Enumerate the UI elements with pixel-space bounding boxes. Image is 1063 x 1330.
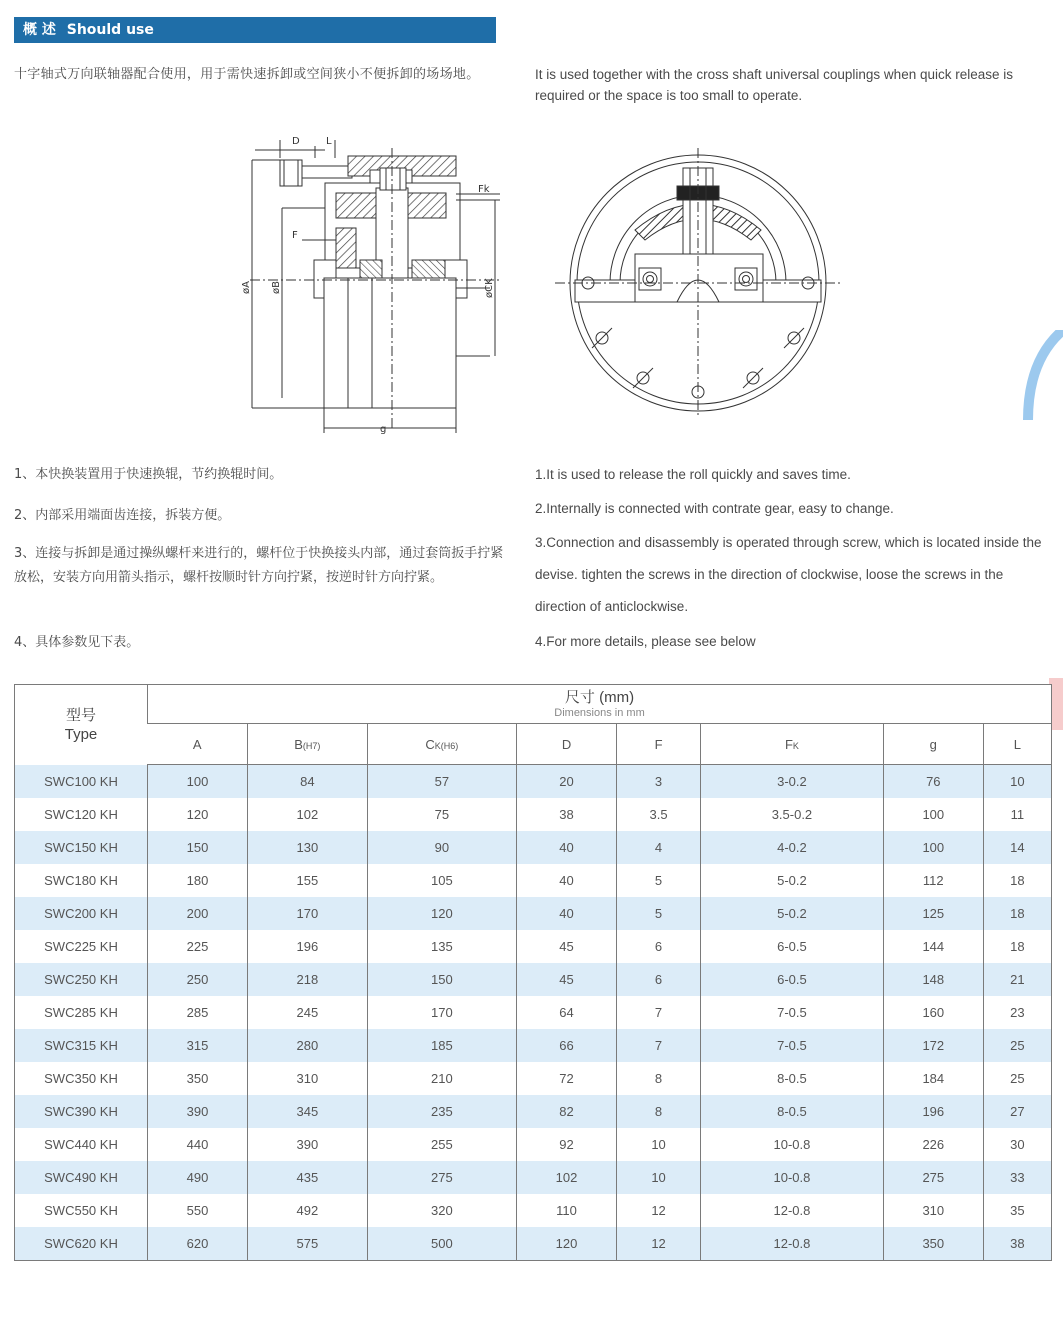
label-phiB: øB <box>271 281 282 294</box>
table-cell: 4 <box>617 831 701 864</box>
point-en-1: 1.It is used to release the roll quickly and saves time. <box>535 467 851 482</box>
table-cell: 76 <box>883 765 983 799</box>
column-header <box>248 724 368 765</box>
table-row <box>15 930 1052 963</box>
label-F: F <box>292 230 298 241</box>
table-cell: 10 <box>617 1128 701 1161</box>
table-cell: 84 <box>248 765 368 799</box>
table-row <box>15 1029 1052 1062</box>
table-cell: 8 <box>617 1095 701 1128</box>
label-phiCK: øCK <box>484 278 495 298</box>
table-cell: 82 <box>517 1095 617 1128</box>
table-cell: 40 <box>517 864 617 897</box>
table-cell: 500 <box>367 1227 516 1261</box>
table-row <box>15 1128 1052 1161</box>
intro-en: It is used together with the cross shaft universal couplings when quick release is required or the space is too small to operate. <box>535 67 1013 103</box>
table-cell: 180 <box>148 864 248 897</box>
table-cell: 7-0.5 <box>701 996 884 1029</box>
table-cell: 3 <box>617 765 701 799</box>
table-cell: 90 <box>367 831 516 864</box>
column-header <box>883 724 983 765</box>
column-header-main: C <box>425 736 435 752</box>
header-type <box>15 685 148 765</box>
table-cell: 170 <box>367 996 516 1029</box>
intro-cn: 十字轴式万向联轴器配合使用，用于需快速拆卸或空间狭小不便拆卸的场场地。 <box>14 67 480 82</box>
table-cell: 8 <box>617 1062 701 1095</box>
table-cell: 226 <box>883 1128 983 1161</box>
table-cell: 196 <box>248 930 368 963</box>
table-cell: 196 <box>883 1095 983 1128</box>
table-cell: 6 <box>617 930 701 963</box>
table-cell: 25 <box>983 1029 1051 1062</box>
point-cn-3: 3、连接与拆卸是通过操纵螺杆来进行的，螺杆位于快换接头内部，通过套筒扳手拧紧放松，安装方向用箭头指示，螺杆按顺时针方向拧紧，按逆时针方向拧紧。 <box>14 546 504 585</box>
table-cell: 12-0.8 <box>701 1194 884 1227</box>
table-cell: 105 <box>367 864 516 897</box>
table-cell: 92 <box>517 1128 617 1161</box>
table-cell-type: SWC490 KH <box>15 1161 148 1194</box>
table-cell: 18 <box>983 864 1051 897</box>
table-row <box>15 996 1052 1029</box>
table-cell: 18 <box>983 930 1051 963</box>
table-cell: 235 <box>367 1095 516 1128</box>
table-cell: 155 <box>248 864 368 897</box>
table-cell: 5-0.2 <box>701 864 884 897</box>
table-cell: 45 <box>517 930 617 963</box>
table-cell: 135 <box>367 930 516 963</box>
table-row <box>15 1227 1052 1261</box>
table-row <box>15 1062 1052 1095</box>
table-cell: 100 <box>883 798 983 831</box>
table-cell: 345 <box>248 1095 368 1128</box>
table-cell: 315 <box>148 1029 248 1062</box>
table-cell: 30 <box>983 1128 1051 1161</box>
table-cell: 100 <box>148 765 248 799</box>
point-cn-2: 2、内部采用端面齿连接，拆装方便。 <box>14 508 231 523</box>
end-view-drawing <box>555 148 845 418</box>
header-type-cn: 型号 <box>65 706 96 724</box>
column-header <box>983 724 1051 765</box>
table-cell: 310 <box>883 1194 983 1227</box>
table-cell-type: SWC120 KH <box>15 798 148 831</box>
table-cell-type: SWC315 KH <box>15 1029 148 1062</box>
table-cell: 6-0.5 <box>701 963 884 996</box>
table-cell: 3.5 <box>617 798 701 831</box>
column-header-main: L <box>1013 736 1022 752</box>
table-cell: 38 <box>983 1227 1051 1261</box>
table-cell: 440 <box>148 1128 248 1161</box>
table-cell: 120 <box>367 897 516 930</box>
section-header-bar <box>14 17 496 43</box>
table-cell: 120 <box>517 1227 617 1261</box>
table-cell: 5 <box>617 864 701 897</box>
section-title-cn: 概 述 <box>23 22 56 38</box>
table-cell: 320 <box>367 1194 516 1227</box>
table-cell: 210 <box>367 1062 516 1095</box>
column-header <box>617 724 701 765</box>
label-g: g <box>380 424 387 435</box>
table-cell: 255 <box>367 1128 516 1161</box>
header-dimensions <box>148 685 1052 724</box>
table-cell: 21 <box>983 963 1051 996</box>
table-cell-type: SWC620 KH <box>15 1227 148 1261</box>
table-cell-type: SWC550 KH <box>15 1194 148 1227</box>
table-cell: 172 <box>883 1029 983 1062</box>
table-cell: 275 <box>883 1161 983 1194</box>
table-cell: 10 <box>617 1161 701 1194</box>
table-cell: 8-0.5 <box>701 1095 884 1128</box>
table-cell: 8-0.5 <box>701 1062 884 1095</box>
table-cell: 14 <box>983 831 1051 864</box>
header-type-en: Type <box>64 725 98 743</box>
table-cell: 144 <box>883 930 983 963</box>
table-row <box>15 1161 1052 1194</box>
column-header-main: F <box>654 736 663 752</box>
table-cell: 10-0.8 <box>701 1128 884 1161</box>
table-cell: 150 <box>148 831 248 864</box>
table-cell-type: SWC440 KH <box>15 1128 148 1161</box>
table-cell: 492 <box>248 1194 368 1227</box>
section-title-en: Should use <box>66 22 154 38</box>
table-cell: 250 <box>148 963 248 996</box>
table-row <box>15 864 1052 897</box>
table-cell-type: SWC180 KH <box>15 864 148 897</box>
table-cell: 27 <box>983 1095 1051 1128</box>
table-cell: 38 <box>517 798 617 831</box>
table-cell: 64 <box>517 996 617 1029</box>
table-cell: 7 <box>617 996 701 1029</box>
table-cell: 620 <box>148 1227 248 1261</box>
table-cell: 130 <box>248 831 368 864</box>
table-cell: 4-0.2 <box>701 831 884 864</box>
table-cell: 550 <box>148 1194 248 1227</box>
column-header-main: B <box>294 736 303 752</box>
table-cell: 435 <box>248 1161 368 1194</box>
column-header-main: A <box>192 736 202 752</box>
table-cell: 12 <box>617 1227 701 1261</box>
column-header-sub: K <box>792 740 799 751</box>
table-cell: 350 <box>148 1062 248 1095</box>
label-L: L <box>326 136 332 147</box>
table-cell: 148 <box>883 963 983 996</box>
table-cell: 18 <box>983 897 1051 930</box>
table-cell: 160 <box>883 996 983 1029</box>
table-cell: 120 <box>148 798 248 831</box>
table-cell: 575 <box>248 1227 368 1261</box>
label-Fk: Fk <box>478 184 490 195</box>
table-cell: 11 <box>983 798 1051 831</box>
table-cell: 5-0.2 <box>701 897 884 930</box>
column-header <box>701 724 884 765</box>
table-cell: 390 <box>248 1128 368 1161</box>
table-cell: 218 <box>248 963 368 996</box>
table-cell: 150 <box>367 963 516 996</box>
point-cn-1: 1、本快换装置用于快速换辊，节约换辊时间。 <box>14 467 283 482</box>
header-dims-en: Dimensions in mm <box>554 706 645 719</box>
table-cell: 6 <box>617 963 701 996</box>
table-cell: 102 <box>517 1161 617 1194</box>
table-cell: 490 <box>148 1161 248 1194</box>
table-cell: 185 <box>367 1029 516 1062</box>
table-cell: 275 <box>367 1161 516 1194</box>
column-header-main: g <box>929 736 937 752</box>
table-cell: 3-0.2 <box>701 765 884 799</box>
table-cell: 33 <box>983 1161 1051 1194</box>
table-cell: 170 <box>248 897 368 930</box>
table-cell: 72 <box>517 1062 617 1095</box>
table-cell: 184 <box>883 1062 983 1095</box>
table-cell: 40 <box>517 831 617 864</box>
table-cell: 245 <box>248 996 368 1029</box>
table-cell: 40 <box>517 897 617 930</box>
column-header-main: D <box>561 736 572 752</box>
table-cell: 5 <box>617 897 701 930</box>
table-row <box>15 963 1052 996</box>
table-cell: 112 <box>883 864 983 897</box>
point-en-2: 2.Internally is connected with contrate gear, easy to change. <box>535 501 894 516</box>
table-cell: 57 <box>367 765 516 799</box>
table-cell-type: SWC150 KH <box>15 831 148 864</box>
column-header-sub: (H7) <box>302 740 321 751</box>
table-cell: 23 <box>983 996 1051 1029</box>
column-header <box>367 724 516 765</box>
decorative-blue-arc <box>1023 330 1063 420</box>
table-cell-type: SWC100 KH <box>15 765 148 799</box>
table-cell: 100 <box>883 831 983 864</box>
table-cell: 25 <box>983 1062 1051 1095</box>
table-cell: 66 <box>517 1029 617 1062</box>
table-row <box>15 1194 1052 1227</box>
table-cell: 10-0.8 <box>701 1161 884 1194</box>
table-cell: 102 <box>248 798 368 831</box>
table-cell: 45 <box>517 963 617 996</box>
column-header-sub: K(H6) <box>434 740 459 751</box>
table-cell: 110 <box>517 1194 617 1227</box>
table-cell-type: SWC285 KH <box>15 996 148 1029</box>
label-D: D <box>292 136 300 147</box>
table-row <box>15 897 1052 930</box>
table-cell: 285 <box>148 996 248 1029</box>
column-header <box>148 724 248 765</box>
spec-table <box>14 684 1052 1261</box>
table-cell: 6-0.5 <box>701 930 884 963</box>
table-row <box>15 765 1052 799</box>
table-cell-type: SWC250 KH <box>15 963 148 996</box>
section-view-drawing <box>240 128 510 438</box>
point-cn-4: 4、具体参数见下表。 <box>14 635 140 650</box>
table-cell: 7-0.5 <box>701 1029 884 1062</box>
table-cell-type: SWC350 KH <box>15 1062 148 1095</box>
table-cell-type: SWC200 KH <box>15 897 148 930</box>
table-cell: 200 <box>148 897 248 930</box>
table-cell: 12-0.8 <box>701 1227 884 1261</box>
table-row <box>15 831 1052 864</box>
table-cell: 125 <box>883 897 983 930</box>
table-cell: 35 <box>983 1194 1051 1227</box>
table-cell: 390 <box>148 1095 248 1128</box>
table-cell: 350 <box>883 1227 983 1261</box>
table-cell: 7 <box>617 1029 701 1062</box>
point-en-3: 3.Connection and disassembly is operated through screw, which is located inside the devise. tighten the screws in the direction of clockwise, loose the screws in the direction of anticlockwise. <box>535 535 1042 614</box>
label-phiA: øA <box>241 281 252 294</box>
point-en-4: 4.For more details, please see below <box>535 634 756 649</box>
column-header-main: F <box>784 736 793 752</box>
table-cell: 20 <box>517 765 617 799</box>
table-cell: 310 <box>248 1062 368 1095</box>
table-cell-type: SWC225 KH <box>15 930 148 963</box>
table-cell: 75 <box>367 798 516 831</box>
table-cell: 12 <box>617 1194 701 1227</box>
table-cell-type: SWC390 KH <box>15 1095 148 1128</box>
column-header <box>517 724 617 765</box>
table-cell: 280 <box>248 1029 368 1062</box>
header-dims-cn: 尺寸 (mm) <box>564 688 635 706</box>
table-cell: 225 <box>148 930 248 963</box>
table-row <box>15 1095 1052 1128</box>
table-cell: 10 <box>983 765 1051 799</box>
table-row <box>15 798 1052 831</box>
table-cell: 3.5-0.2 <box>701 798 884 831</box>
